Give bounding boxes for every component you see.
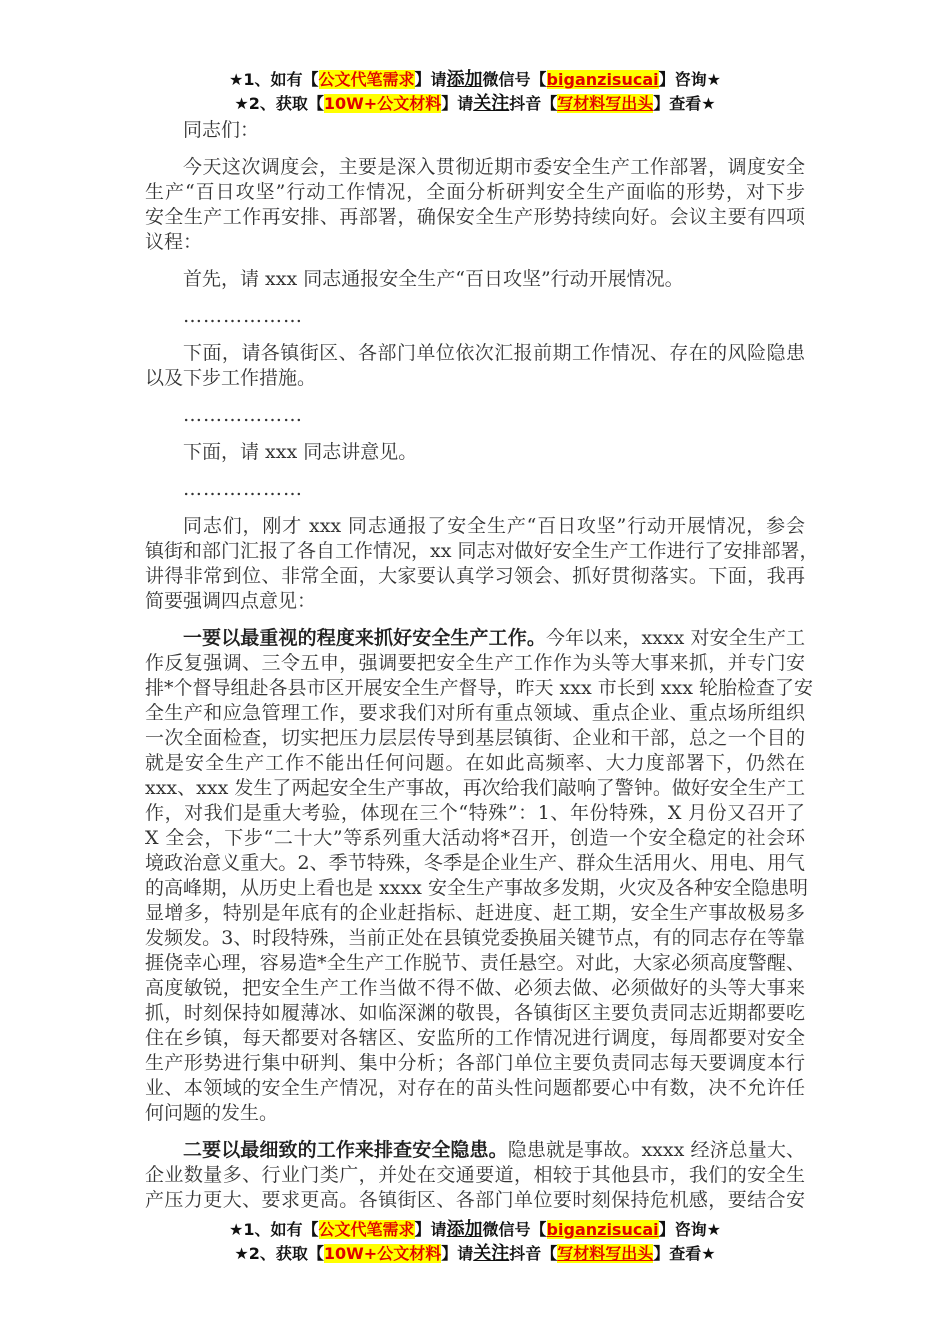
- text-line: X 全会，下步“二十大”等系列重大活动将*召开，创造一个安全稳定的社会环: [145, 827, 805, 849]
- text-line: 的高峰期，从历史上看也是 xxxx 安全生产事故多发期，火灾及各种安全隐患明: [145, 877, 808, 899]
- text-line: 高度敏锐，把安全生产工作当做不得不做、必须去做、必须做好的头等大事来: [145, 977, 805, 999]
- text: 隐患就是事故。xxxx 经济总量大、: [507, 1139, 805, 1161]
- promo-text: 】请: [441, 1244, 474, 1263]
- promo-text: 】请: [441, 94, 474, 113]
- text-line: 作，对我们是重大考验，体现在三个“特殊”：1、年份特殊，X 月份又召开了: [145, 802, 805, 824]
- text-line: 业、本领域的安全生产情况，对存在的苗头性问题都要心中有数，决不允许任: [145, 1077, 805, 1099]
- promo-text: 微信号【: [482, 1220, 547, 1239]
- text-line: 生产“百日攻坚”行动工作情况，全面分析研判安全生产面临的形势，对下步: [145, 181, 805, 203]
- paragraph: [145, 1138, 805, 1213]
- paragraph: [145, 118, 805, 143]
- text-line: 生产形势进行集中研判、集中分析；各部门单位主要负责同志每天要调度本行: [145, 1052, 805, 1074]
- text-line: 何问题的发生。: [145, 1102, 279, 1124]
- ellipsis-separator: ………………: [183, 404, 303, 426]
- paragraph: [145, 403, 805, 428]
- ellipsis-separator: ………………: [183, 305, 303, 327]
- promo-line-2: [0, 92, 950, 116]
- text-line: 产压力更大、要求更高。各镇街区、各部门单位要时刻保持危机感，要结合安: [145, 1189, 805, 1211]
- promo-text: 】请: [414, 70, 447, 89]
- promo-banner-bottom: [0, 1218, 950, 1266]
- paragraph: [145, 155, 805, 255]
- promo-text: 】咨询★: [658, 1220, 721, 1239]
- text-line: 发频发。3、时段特殊，当前正处在县镇党委换届关键节点，有的同志存在等靠: [145, 927, 805, 949]
- text-line: 企业数量多、行业门类广，并处在交通要道，相较于其他县市，我们的安全生: [145, 1164, 805, 1186]
- ellipsis-separator: ………………: [183, 478, 303, 500]
- promo-highlight: 10W+公文材料: [323, 1244, 442, 1263]
- text-line: 镇街和部门汇报了各自工作情况，xx 同志对做好安全生产工作进行了安排部署，: [145, 540, 819, 562]
- text-line: 下面，请各镇街区、各部门单位依次汇报前期工作情况、存在的风险隐患: [183, 342, 805, 364]
- promo-emphasis: 关注: [473, 93, 510, 114]
- promo-text: 抖音【: [509, 94, 558, 113]
- text-line: 一次全面检查，切实把压力层层传导到基层镇街、企业和干部，总之一个目的: [145, 727, 805, 749]
- paragraph: [145, 477, 805, 502]
- promo-emphasis: 添加: [446, 69, 483, 90]
- text-line: 捱侥幸心理，容易造*全生产工作脱节、责任悬空。对此，大家必须高度警醒、: [145, 952, 805, 974]
- promo-text: ★1、如有【: [229, 70, 319, 89]
- douyin-account[interactable]: 写材料写出头: [557, 94, 654, 113]
- promo-emphasis: 添加: [446, 1219, 483, 1240]
- text-line: xxx、xxx 发生了两起安全生产事故，再次给我们敲响了警钟。做好安全生产工: [145, 777, 805, 799]
- promo-highlight: 10W+公文材料: [323, 94, 442, 113]
- promo-text: ★2、获取【: [234, 94, 324, 113]
- paragraph: [145, 304, 805, 329]
- promo-emphasis: 关注: [473, 1243, 510, 1264]
- text-line: 同志们，刚才 xxx 同志通报了安全生产“百日攻坚”行动开展情况，参会: [183, 515, 805, 537]
- paragraph-heading: 二要以最细致的工作来排查安全隐患。: [183, 1139, 508, 1161]
- promo-line-1: [0, 1218, 950, 1242]
- text-line: 今天这次调度会，主要是深入贯彻近期市委安全生产工作部署，调度安全: [183, 156, 805, 178]
- promo-text: 】咨询★: [658, 70, 721, 89]
- paragraph: [145, 341, 805, 391]
- promo-highlight: 公文代笔需求: [318, 1220, 415, 1239]
- text-line: 作反复强调、三令五申，强调要把安全生产工作作为头等大事来抓，并专门安: [145, 652, 805, 674]
- promo-line-1: [0, 68, 950, 92]
- document-body: [145, 118, 819, 1225]
- text-line: 下面，请 xxx 同志讲意见。: [183, 441, 418, 463]
- douyin-account[interactable]: 写材料写出头: [557, 1244, 654, 1263]
- wechat-id[interactable]: biganzisucai: [546, 70, 659, 89]
- promo-highlight: 公文代笔需求: [318, 70, 415, 89]
- promo-text: 】查看★: [653, 94, 716, 113]
- text-line: 讲得非常到位、非常全面，大家要认真学习领会、抓好贯彻落实。下面，我再: [145, 565, 805, 587]
- promo-text: 】请: [414, 1220, 447, 1239]
- promo-text: 抖音【: [509, 1244, 558, 1263]
- paragraph: [145, 440, 805, 465]
- promo-banner-top: [0, 68, 950, 116]
- wechat-id[interactable]: biganzisucai: [546, 1220, 659, 1239]
- text-line: [145, 626, 805, 651]
- text-line: 安全生产工作再安排、再部署，确保安全生产形势持续向好。会议主要有四项: [145, 206, 805, 228]
- text-line: 全生产和应急管理工作，要求我们对所有重点领域、重点企业、重点场所组织: [145, 702, 805, 724]
- text-line: 议程：: [145, 231, 203, 253]
- text-line: 简要强调四点意见：: [145, 590, 317, 612]
- promo-text: 】查看★: [653, 1244, 716, 1263]
- paragraph: [145, 267, 805, 292]
- text-line: 显增多，特别是年底有的企业赶指标、赶进度、赶工期，安全生产事故极易多: [145, 902, 805, 924]
- text-line: 以及下步工作措施。: [145, 367, 317, 389]
- text: 今年以来，xxxx 对安全生产工: [545, 627, 805, 649]
- promo-text: 微信号【: [482, 70, 547, 89]
- text-line: 抓，时刻保持如履薄冰、如临深渊的敬畏，各镇街区主要负责同志近期都要吃: [145, 1002, 805, 1024]
- promo-text: ★1、如有【: [229, 1220, 319, 1239]
- text-line: [145, 1138, 805, 1163]
- paragraph-heading: 一要以最重视的程度来抓好安全生产工作。: [183, 627, 546, 649]
- text-line: 住在乡镇，每天都要对各辖区、安监所的工作情况进行调度，每周都要对安全: [145, 1027, 805, 1049]
- paragraph: [145, 626, 813, 1126]
- text-line: 首先，请 xxx 同志通报安全生产“百日攻坚”行动开展情况。: [183, 268, 684, 290]
- paragraph: [145, 514, 819, 614]
- text-line: 境政治意义重大。2、季节特殊，冬季是企业生产、群众生活用火、用电、用气: [145, 852, 805, 874]
- text-line: 排*个督导组赴各县市区开展安全生产督导，昨天 xxx 市长到 xxx 轮胎检查了安: [145, 677, 813, 699]
- promo-line-2: [0, 1242, 950, 1266]
- text-line: 就是安全生产工作不能出任何问题。在如此高频率、大力度部署下，仍然在: [145, 752, 805, 774]
- promo-text: ★2、获取【: [234, 1244, 324, 1263]
- text-line: 同志们：: [183, 119, 260, 141]
